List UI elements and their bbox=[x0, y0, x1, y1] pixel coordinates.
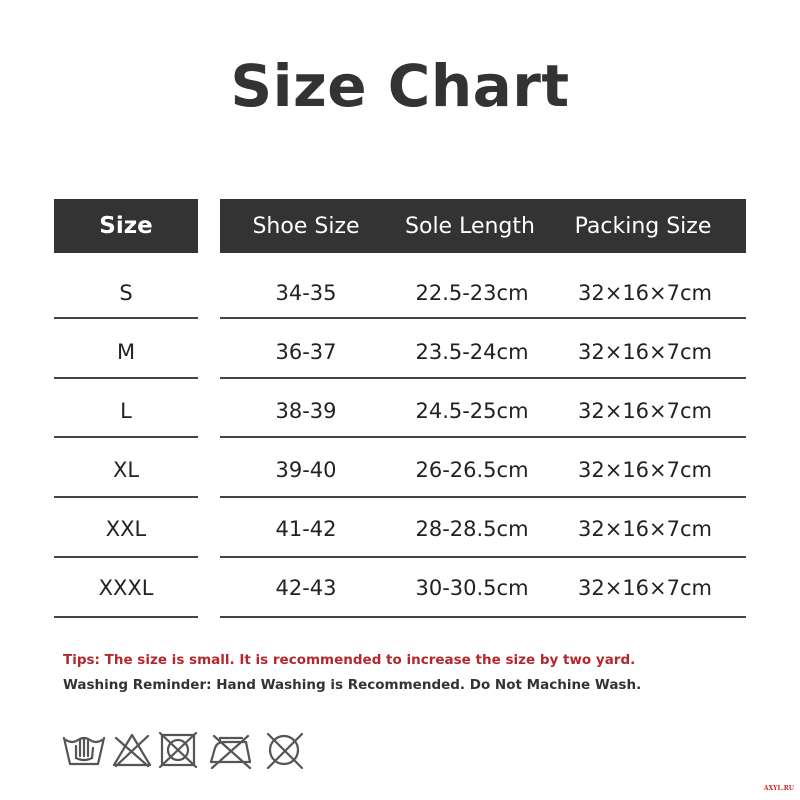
table-row bbox=[0, 500, 800, 560]
hand-wash-icon bbox=[64, 738, 104, 764]
shoe-size-cell: 36-37 bbox=[275, 340, 337, 364]
table-row bbox=[0, 264, 800, 324]
table-row bbox=[0, 441, 800, 501]
row-divider bbox=[220, 616, 746, 618]
packing-size-cell: 32×16×7cm bbox=[578, 340, 712, 364]
packing-size-cell: 32×16×7cm bbox=[578, 576, 712, 600]
header-size-label: Size bbox=[99, 213, 153, 239]
sole-length-cell: 23.5-24cm bbox=[415, 340, 529, 364]
header-shoe-size: Shoe Size bbox=[252, 213, 360, 239]
row-divider bbox=[54, 616, 198, 618]
header-sole-length: Sole Length bbox=[405, 213, 535, 239]
shoe-size-cell: 42-43 bbox=[275, 576, 337, 600]
table-row bbox=[0, 559, 800, 619]
row-divider bbox=[220, 317, 746, 319]
header-size bbox=[54, 199, 198, 253]
row-divider bbox=[220, 496, 746, 498]
row-divider bbox=[54, 317, 198, 319]
row-divider bbox=[220, 436, 746, 438]
table-row bbox=[0, 323, 800, 383]
size-cell: XL bbox=[112, 458, 140, 482]
shoe-size-cell: 39-40 bbox=[275, 458, 337, 482]
table-row bbox=[0, 382, 800, 442]
packing-size-cell: 32×16×7cm bbox=[578, 281, 712, 305]
sole-length-cell: 24.5-25cm bbox=[415, 399, 529, 423]
sole-length-cell: 26-26.5cm bbox=[415, 458, 529, 482]
do-not-bleach-icon bbox=[114, 735, 150, 766]
do-not-iron-icon bbox=[211, 736, 250, 768]
row-divider bbox=[54, 556, 198, 558]
washing-reminder: Washing Reminder: Hand Washing is Recommended. Do Not Machine Wash. bbox=[63, 677, 642, 693]
size-cell: M bbox=[116, 340, 136, 364]
sole-length-cell: 22.5-23cm bbox=[415, 281, 529, 305]
row-divider bbox=[54, 496, 198, 498]
header-packing-size: Packing Size bbox=[574, 213, 712, 239]
size-cell: L bbox=[120, 399, 132, 423]
row-divider bbox=[220, 556, 746, 558]
header-main bbox=[220, 199, 746, 253]
sole-length-cell: 30-30.5cm bbox=[415, 576, 529, 600]
row-divider bbox=[220, 377, 746, 379]
size-cell: XXXL bbox=[98, 576, 154, 600]
row-divider bbox=[54, 436, 198, 438]
size-cell: XXL bbox=[105, 517, 147, 541]
packing-size-cell: 32×16×7cm bbox=[578, 517, 712, 541]
packing-size-cell: 32×16×7cm bbox=[578, 399, 712, 423]
watermark: AXYL.RU bbox=[763, 785, 794, 792]
shoe-size-cell: 38-39 bbox=[275, 399, 337, 423]
care-icons bbox=[62, 726, 322, 776]
size-tip: Tips: The size is small. It is recommended to increase the size by two yard. bbox=[63, 652, 636, 668]
packing-size-cell: 32×16×7cm bbox=[578, 458, 712, 482]
page-title: Size Chart bbox=[230, 52, 570, 120]
do-not-tumble-dry-icon bbox=[160, 733, 196, 767]
sole-length-cell: 28-28.5cm bbox=[415, 517, 529, 541]
shoe-size-cell: 41-42 bbox=[275, 517, 337, 541]
shoe-size-cell: 34-35 bbox=[275, 281, 337, 305]
row-divider bbox=[54, 377, 198, 379]
size-cell: S bbox=[119, 281, 133, 305]
do-not-dry-clean-icon bbox=[268, 734, 302, 768]
